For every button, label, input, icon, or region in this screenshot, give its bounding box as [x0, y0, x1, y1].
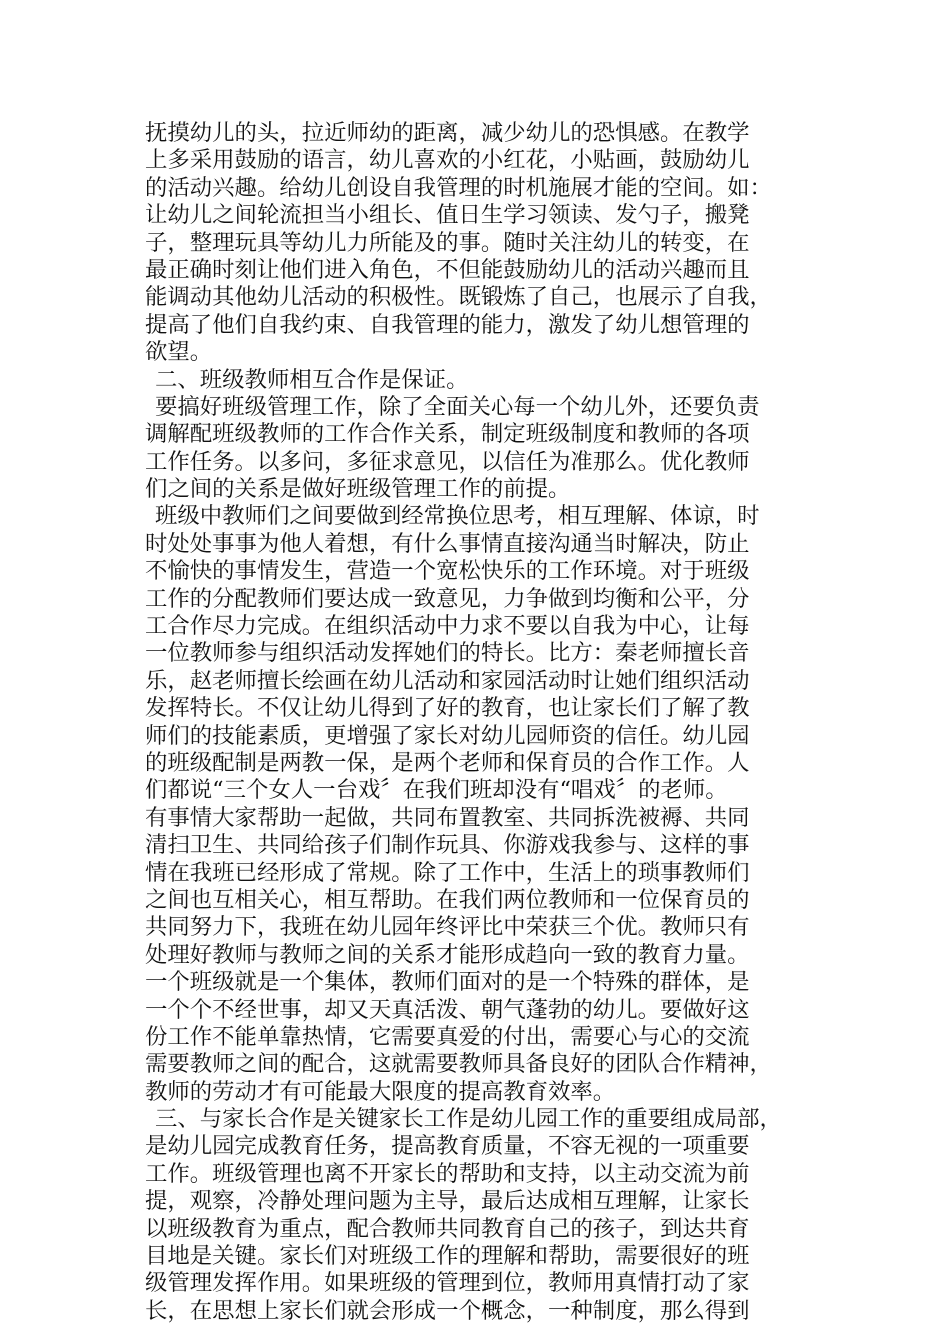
text-line: 们都说“三个女人一台戏〞在我们班却没有“唱戏〞的老师。 — [145, 777, 728, 804]
text-line: 能调动其他幼儿活动的积极性。既锻炼了自己，也展示了自我， — [145, 284, 772, 311]
text-line: 长，在思想上家长们就会形成一个概念，一种制度，那么得到 — [145, 1297, 750, 1324]
text-line: 需要教师之间的配合，这就需要教师具备良好的团队合作精神， — [145, 1051, 772, 1078]
text-line: 欲望。 — [145, 339, 213, 366]
text-line: 们之间的关系是做好班级管理工作的前提。 — [145, 476, 571, 503]
text-line: 级管理发挥作用。如果班级的管理到位，教师用真情打动了家 — [145, 1270, 750, 1297]
text-line: 乐，赵老师擅长绘画在幼儿活动和家园活动时让她们组织活动 — [145, 667, 750, 694]
text-line: 一个班级就是一个集体，教师们面对的是一个特殊的群体，是 — [145, 969, 750, 996]
text-line: 班级中教师们之间要做到经常换位思考，相互理解、体谅，时 — [155, 503, 760, 530]
text-line: 共同努力下，我班在幼儿园年终评比中荣获三个优。教师只有 — [145, 914, 750, 941]
text-line: 工作。班级管理也离不开家长的帮助和支持，以主动交流为前 — [145, 1160, 750, 1187]
text-line: 的班级配制是两教一保，是两个老师和保育员的合作工作。人 — [145, 749, 750, 776]
text-line: 以班级教育为重点，配合教师共同教育自己的孩子，到达共育 — [145, 1215, 750, 1242]
text-line: 目地是关键。家长们对班级工作的理解和帮助，需要很好的班 — [145, 1243, 750, 1270]
text-line: 三、与家长合作是关键家长工作是幼儿园工作的重要组成局部， — [155, 1106, 782, 1133]
text-line: 时处处事事为他人着想，有什么事情直接沟通当时解决，防止 — [145, 530, 750, 557]
text-line: 上多采用鼓励的语言，幼儿喜欢的小红花，小贴画，鼓励幼儿 — [145, 147, 750, 174]
text-line: 之间也互相关心，相互帮助。在我们两位教师和一位保育员的 — [145, 886, 750, 913]
text-line: 二、班级教师相互合作是保证。 — [155, 366, 469, 393]
text-line: 抚摸幼儿的头，拉近师幼的距离，减少幼儿的恐惧感。在教学 — [145, 120, 750, 146]
text-line: 一位教师参与组织活动发挥她们的特长。比方：秦老师擅长音 — [145, 640, 750, 667]
text-line: 教师的劳动才有可能最大限度的提高教育效率。 — [145, 1078, 616, 1105]
text-line: 份工作不能单靠热情，它需要真爱的付出，需要心与心的交流 — [145, 1023, 750, 1050]
text-line: 是幼儿园完成教育任务，提高教育质量，不容无视的一项重要 — [145, 1133, 750, 1160]
text-line: 的活动兴趣。给幼儿创设自我管理的时机施展才能的空间。如： — [145, 174, 772, 201]
text-line: 最正确时刻让他们进入角色，不但能鼓励幼儿的活动兴趣而且 — [145, 256, 750, 283]
text-line: 一个个不经世事，却又天真活泼、朝气蓬勃的幼儿。要做好这 — [145, 996, 750, 1023]
text-line: 提，观察，冷静处理问题为主导，最后达成相互理解，让家长 — [145, 1188, 750, 1215]
text-line: 要搞好班级管理工作，除了全面关心每一个幼儿外，还要负责 — [155, 393, 760, 420]
text-line: 处理好教师与教师之间的关系才能形成趋向一致的教育力量。 — [145, 941, 750, 968]
text-line: 让幼儿之间轮流担当小组长、值日生学习领读、发勺子，搬凳 — [145, 202, 750, 229]
text-line: 清扫卫生、共同给孩子们制作玩具、你游戏我参与、这样的事 — [145, 832, 750, 859]
text-line: 工作任务。以多问，多征求意见，以信任为准那么。优化教师 — [145, 448, 750, 475]
text-line: 发挥特长。不仅让幼儿得到了好的教育，也让家长们了解了教 — [145, 695, 750, 722]
text-line: 工合作尽力完成。在组织活动中力求不要以自我为中心，让每 — [145, 613, 750, 640]
text-line: 有事情大家帮助一起做，共同布置教室、共同拆洗被褥、共同 — [145, 804, 750, 831]
text-line: 情在我班已经形成了常规。除了工作中，生活上的琐事教师们 — [145, 859, 750, 886]
text-line: 子，整理玩具等幼儿力所能及的事。随时关注幼儿的转变，在 — [145, 229, 750, 256]
text-line: 提高了他们自我约束、自我管理的能力，激发了幼儿想管理的 — [145, 311, 750, 338]
text-line: 不愉快的事情发生，营造一个宽松快乐的工作环境。对于班级 — [145, 558, 750, 585]
text-line: 调解配班级教师的工作合作关系，制定班级制度和教师的各项 — [145, 421, 750, 448]
text-line: 工作的分配教师们要达成一致意见，力争做到均衡和公平，分 — [145, 585, 750, 612]
body-text — [145, 120, 815, 1325]
text-line: 师们的技能素质，更增强了家长对幼儿园师资的信任。幼儿园 — [145, 722, 750, 749]
